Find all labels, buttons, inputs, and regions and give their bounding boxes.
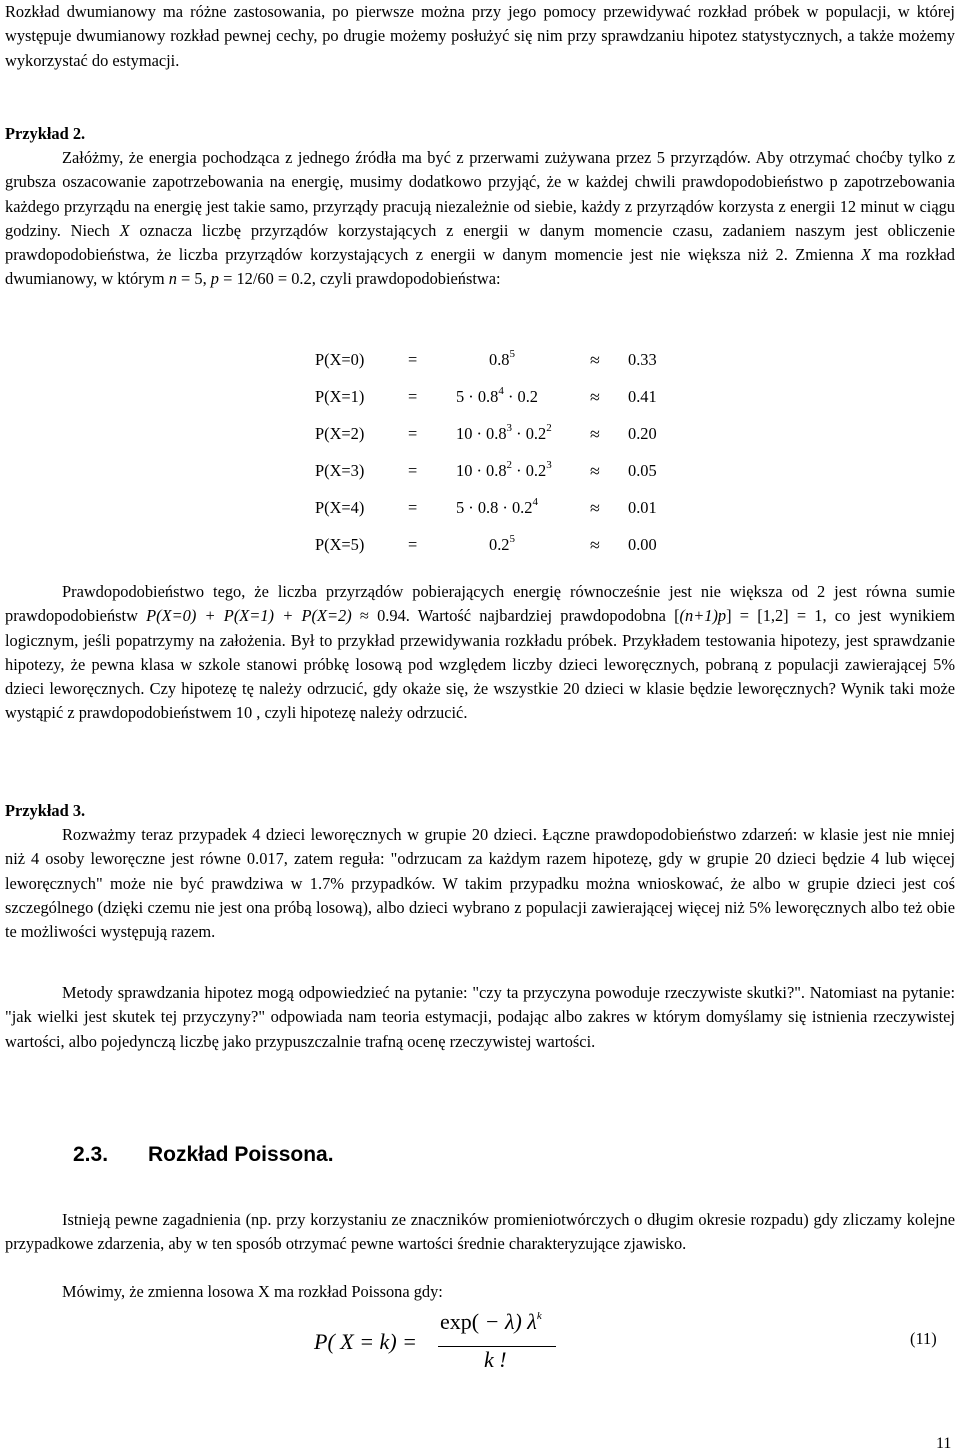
- text-run: oznacza liczbę przyrządów korzystających z energii w danym momencie czasu, zadaniem naszym jest obliczenie prawdopodobieństwa, że liczba przyrządów korzystających z energii w danym momencie jest nie większa niż 2. Zmienna: [5, 220, 955, 265]
- prob-lhs: P(X=4): [315, 498, 365, 517]
- mode-expression: (n+1)p: [679, 606, 727, 626]
- equals-sign: =: [408, 535, 418, 554]
- page-number: 11: [936, 1435, 952, 1452]
- neg-lambda: − λ): [479, 1309, 522, 1334]
- prob-value: 0.41: [628, 387, 657, 406]
- example-3-body: Rozważmy teraz przypadek 4 dzieci leworęcznych w grupie 20 dzieci. Łączne prawdopodobieństwo zdarzeń: w klasie jest nie mniej niż 4 osoby leworęczne jest równe 0.017, zatem reguła: "odrzucam za każdym razem hipotezę, gdy w grupie 20 dzieci będzie 4 lub więcej leworęcznych" może nie być prawdziwa w 1.7% przypadków. W takim przypadku można wnioskować, że albo w grupie dzieci jest coś szczególnego (dzięki czemu nie jest ona próbą losową), albo dzieci wybrano z populacji zawierającej więcej niż 5% leworęcznych albo też obie te możliwości występują razem.: [5, 825, 955, 942]
- expr-exponent: 2: [546, 421, 552, 434]
- expr-exponent: 5: [509, 532, 515, 545]
- approx-sign: ≈: [590, 498, 600, 518]
- prob-expression: [456, 459, 552, 483]
- equals-sign: =: [408, 498, 418, 517]
- expr-base: 10 · 0.8: [456, 424, 507, 443]
- paragraph-methods: Metody sprawdzania hipotez mogą odpowiedzieć na pytanie: "czy ta przyczyna powoduje rzeczywiste skutki?". Natomiast na pytanie: "jak wielki jest skutek tej przyczyny?" odpowiada nam teoria estymacji, podając albo zakres w którym domyślamy się istnienia rzeczywistej wartości, albo pojedynczą liczbę jako przypuszczalnie trafną ocenę rzeczywistej wartości.: [5, 983, 955, 1051]
- expr-base: 5 · 0.8: [456, 387, 499, 406]
- expr-exponent: 3: [506, 421, 513, 434]
- text-run: Załóżmy, że energia pochodząca z jednego źródła ma być z przerwami zużywana przez 5 przyrządów. Aby otrzymać choćby tylko z grubsza oszacowanie zapotrzebowania na energię, musimy dodatkowo przyjąć, że w każdej chwili prawdopodobieństwo p zapotrzebowania każdego przyrządu na energię jest takie samo, przyrządy pracują niezależnie od siebie, każdy z przyrządów korzysta z energii 12 minut w ciągu godziny. Niech: [5, 148, 955, 240]
- formula-denominator: k !: [484, 1347, 507, 1372]
- paragraph-sum: [5, 580, 955, 726]
- prob-value: 0.05: [628, 461, 657, 480]
- prob-expression: [456, 422, 552, 446]
- prob-lhs: P(X=2): [315, 424, 365, 443]
- expr-exponent: 5: [509, 347, 515, 360]
- prob-lhs: P(X=5): [315, 535, 365, 554]
- expr-base: · 0.2: [512, 424, 547, 443]
- approx-sign: ≈: [590, 424, 600, 444]
- expr-exponent: 2: [506, 458, 513, 471]
- text-run: = 5,: [176, 269, 211, 289]
- exponent-k: k: [536, 1309, 542, 1322]
- var-x: X: [119, 220, 130, 240]
- example-2-body: [5, 146, 955, 292]
- prob-value: 0.00: [628, 535, 657, 554]
- example-2-title: Przykład 2.: [5, 124, 86, 143]
- prob-expression: [456, 496, 538, 520]
- approx-sign: ≈: [590, 535, 600, 555]
- var-x: X: [860, 245, 871, 265]
- exp-text: exp(: [440, 1309, 480, 1334]
- paragraph-intro-poisson: Istnieją pewne zagadnienia (np. przy korzystaniu ze znaczników promieniotwórczych o długim okresie rozpadu) gdy zliczamy kolejne przypadkowe zdarzenia, aby w ten sposób otrzymać pewne wartości średnie charakteryzujące zjawisko.: [5, 1210, 955, 1254]
- expr-exponent: 4: [498, 384, 504, 397]
- prob-value: 0.33: [628, 350, 657, 369]
- expr-base: · 0.2: [512, 461, 547, 480]
- prob-expression: [489, 533, 515, 557]
- prob-expression: [456, 385, 538, 409]
- prob-lhs: P(X=0): [315, 350, 365, 369]
- paragraph-intro: Rozkład dwumianowy ma różne zastosowania, po pierwsze można przy jego pomocy przewidywać rozkład próbek w populacji, w której występuje dwumianowy rozkład pewnej cechy, po drugie możemy posłużyć się nim przy sprawdzaniu hipotez statystycznych, a także możemy wykorzystać do estymacji.: [5, 2, 955, 70]
- section-number: 2.3.: [73, 1143, 109, 1166]
- equals-sign: =: [408, 350, 418, 369]
- approx-sign: ≈: [590, 461, 600, 481]
- example-3-title: Przykład 3.: [5, 801, 86, 820]
- expr-exponent: 4: [532, 495, 538, 508]
- paragraph-definition: Mówimy, że zmienna losowa X ma rozkład Poissona gdy:: [62, 1282, 443, 1301]
- prob-lhs: P(X=3): [315, 461, 365, 480]
- expr-base: 0.2: [489, 535, 510, 554]
- text-run: ≈ 0.94. Wartość najbardziej prawdopodobna [: [351, 606, 680, 626]
- expr-base: 0.8: [489, 350, 510, 369]
- expr-base: 5 · 0.8 · 0.2: [456, 498, 533, 517]
- approx-sign: ≈: [590, 387, 600, 407]
- approx-sign: ≈: [590, 350, 600, 370]
- prob-expression: [489, 348, 515, 372]
- prob-sum: P(X=0) + P(X=1) + P(X=2): [146, 606, 352, 626]
- poisson-formula: [314, 1309, 934, 1388]
- prob-lhs: P(X=1): [315, 387, 365, 406]
- prob-value: 0.01: [628, 498, 657, 517]
- section-title: Rozkład Poissona.: [148, 1143, 334, 1166]
- expr-base: 10 · 0.8: [456, 461, 507, 480]
- text-run: = 12/60 = 0.2, czyli prawdopodobieństwa:: [219, 269, 501, 289]
- equation-number: (11): [910, 1329, 937, 1348]
- text-run: ma rozkład dwumianowy, w którym: [5, 245, 955, 289]
- prob-value: 0.20: [628, 424, 657, 443]
- formula-numerator: [440, 1310, 542, 1334]
- text-run: Prawdopodobieństwo tego, że liczba przyrządów pobierających energię równocześnie jest nie większa od 2 jest równa sumie prawdopodobieństw: [5, 582, 955, 626]
- equals-sign: =: [408, 387, 418, 406]
- equals-sign: =: [408, 461, 418, 480]
- var-p: p: [210, 269, 219, 289]
- var-n: n: [168, 269, 177, 289]
- equals-sign: =: [408, 424, 418, 443]
- lambda: λ: [521, 1309, 537, 1334]
- text-run: ] = [1,2] = 1, co jest wynikiem logicznym, jeśli popatrzymy na założenia. Był to przykład przewidywania rozkładu próbek. Przykładem testowania hipotezy, jest sprawdzanie hipotezy, że pewna klasa w szkole stanowi próbkę losową pod względem liczby dzieci leworęcznych, pobraną z populacji zawierającej 5% dzieci leworęcznych. Czy hipotezę tę należy odrzucić, gdy okaże się, że wszystkie 20 dzieci w klasie będzie leworęcznych? Wynik taki może wystąpić z prawdopodobieństwem 10 , czyli hipotezę należy odrzucić.: [5, 606, 955, 723]
- expr-base: · 0.2: [503, 387, 538, 406]
- expr-exponent: 3: [546, 458, 552, 471]
- formula-lhs: P( X = k) =: [314, 1329, 417, 1354]
